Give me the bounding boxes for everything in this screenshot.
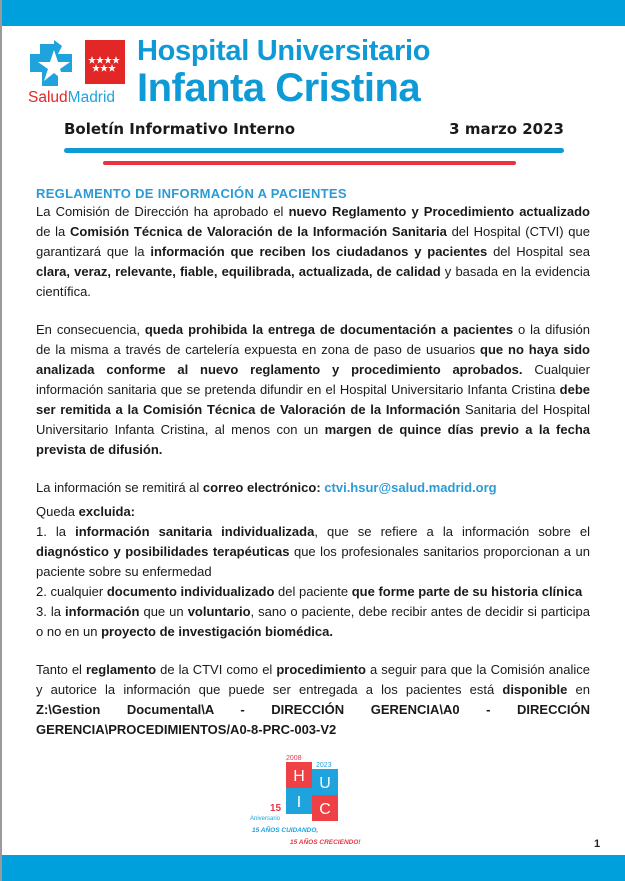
email-line: [36, 478, 590, 498]
text: de la: [36, 224, 70, 239]
anniversary-logo: [250, 752, 370, 848]
text: En consecuencia,: [36, 322, 145, 337]
text: 3. la: [36, 604, 66, 619]
bold-text: debe ser remitida a la Comisión Técnica de Valoración de la Información: [36, 382, 590, 417]
bold-text: que forme parte de su historia clínica: [351, 584, 583, 599]
bold-text: nuevo Reglamento y Procedimiento actualizado: [288, 204, 590, 219]
text: Tanto el: [36, 662, 86, 677]
page-edge: [0, 0, 2, 881]
anniv-slogan-2: 15 AÑOS CRECIENDO!: [290, 839, 361, 846]
bold-text: voluntario: [187, 604, 251, 619]
logo-madrid-text: Madrid: [67, 89, 116, 106]
anniv-letter: H: [293, 768, 305, 785]
text: Sanitaria del Hospital Universitario Infanta Cristina, al menos con un: [36, 402, 590, 437]
text: de la CTVI como el: [156, 662, 277, 677]
top-banner: [2, 0, 625, 26]
text: en: [567, 682, 590, 697]
page-number: 1: [594, 838, 601, 850]
anniv-number: 15: [270, 803, 282, 814]
svg-text:SaludMadrid: [28, 89, 115, 106]
anniv-year-end: 2023: [316, 762, 332, 769]
text: y basada en la evidencia científica.: [36, 264, 590, 299]
excluded-list: [36, 522, 590, 642]
email-label: correo electrónico:: [202, 480, 321, 495]
hospital-name-line1: Hospital Universitario: [137, 35, 431, 67]
bold-text: proyecto de investigación biomédica.: [101, 624, 333, 639]
excluded-bold: excluida:: [78, 504, 136, 519]
bulletin-date: 3 marzo 2023: [449, 120, 564, 138]
divider-red: [103, 161, 516, 165]
list-item: [36, 602, 590, 642]
paragraph-final: [36, 660, 590, 740]
text: , sano o paciente, debe recibir antes de decidir si participa o no en un: [36, 604, 591, 639]
anniv-slogan-1: 15 AÑOS CUIDANDO,: [252, 827, 319, 834]
madrid-flag-icon: [85, 40, 125, 84]
text: del Hospital (CTVI) que garantizará que la: [36, 224, 590, 259]
text: 2. cualquier: [36, 584, 107, 599]
anniv-year-start: 2008: [286, 755, 302, 762]
bold-text: información sanitaria individualizada: [75, 524, 315, 539]
paragraph-2: [36, 320, 590, 460]
bold-text: información: [65, 604, 140, 619]
list-item: [36, 582, 590, 602]
logo-salud-text: Salud: [28, 89, 68, 106]
text: que un: [139, 604, 188, 619]
anniv-label: Aniversario: [250, 816, 281, 822]
bold-text: queda prohibida la entrega de documentación a pacientes: [144, 322, 514, 337]
hospital-name-line2: Infanta Cristina: [137, 66, 421, 110]
anniv-letter: I: [296, 794, 302, 811]
list-item: [36, 522, 590, 582]
text: o la difusión de la misma a través de cartelería expuesta en zona de paso de usuarios: [36, 322, 590, 357]
bold-text: documento individualizado: [106, 584, 275, 599]
bold-text: Z:\Gestion Documental\A - DIRECCIÓN GERENCIA\A0 - DIRECCIÓN GERENCIA\PROCEDIMIENTOS/A0-8-PRC-003-V2: [36, 702, 590, 737]
salud-cross-icon: [30, 40, 72, 86]
text: 1. la: [36, 524, 76, 539]
bold-text: diagnóstico y posibilidades terapéuticas: [36, 544, 290, 559]
excluded-intro: Queda: [36, 504, 79, 519]
anniv-letter: U: [319, 775, 331, 792]
bold-text: que no haya sido analizada conforme al nuevo reglamento y procedimiento aprobados.: [36, 342, 591, 377]
email-link[interactable]: ctvi.hsur@salud.madrid.org: [324, 480, 497, 495]
bottom-banner: [2, 855, 625, 881]
text: del paciente: [274, 584, 352, 599]
bulletin-header: [64, 120, 564, 138]
paragraph-1: [36, 202, 590, 302]
salud-madrid-logo: [28, 38, 128, 108]
hospital-name: [137, 36, 430, 108]
text: que los profesionales sanitarios proporcionan a un paciente sobre su enfermedad: [36, 544, 590, 579]
bold-text: información que reciben los ciudadanos y pacientes: [150, 244, 488, 259]
text: , que se refiere a la información sobre el: [314, 524, 590, 539]
article-body: [36, 185, 590, 740]
bold-text: reglamento: [85, 662, 157, 677]
bold-text: Comisión Técnica de Valoración de la Información Sanitaria: [70, 224, 447, 239]
bold-text: disponible: [502, 682, 568, 697]
text: Cualquier información sanitaria que se pretenda difundir en el Hospital Universitario Infanta Cristina: [36, 362, 590, 397]
text: a seguir para que la Comisión analice y autorice la información que puede ser entregada a los pacientes está: [36, 662, 590, 697]
bold-text: clara, veraz, relevante, fiable, equilibrada, actualizada, de calidad: [36, 264, 441, 279]
bold-text: procedimiento: [276, 662, 366, 677]
bulletin-title: Boletín Informativo Interno: [64, 120, 296, 138]
text: La Comisión de Dirección ha aprobado el: [36, 204, 289, 219]
text: del Hospital sea: [487, 244, 590, 259]
anniv-letter: C: [319, 801, 331, 818]
excluded-heading: [36, 502, 590, 522]
email-intro: La información se remitirá al: [36, 480, 203, 495]
section-title: REGLAMENTO DE INFORMACIÓN A PACIENTES: [36, 186, 347, 201]
bold-text: margen de quince días previo a la fecha prevista de difusión.: [36, 422, 590, 457]
divider-blue: [64, 148, 564, 153]
